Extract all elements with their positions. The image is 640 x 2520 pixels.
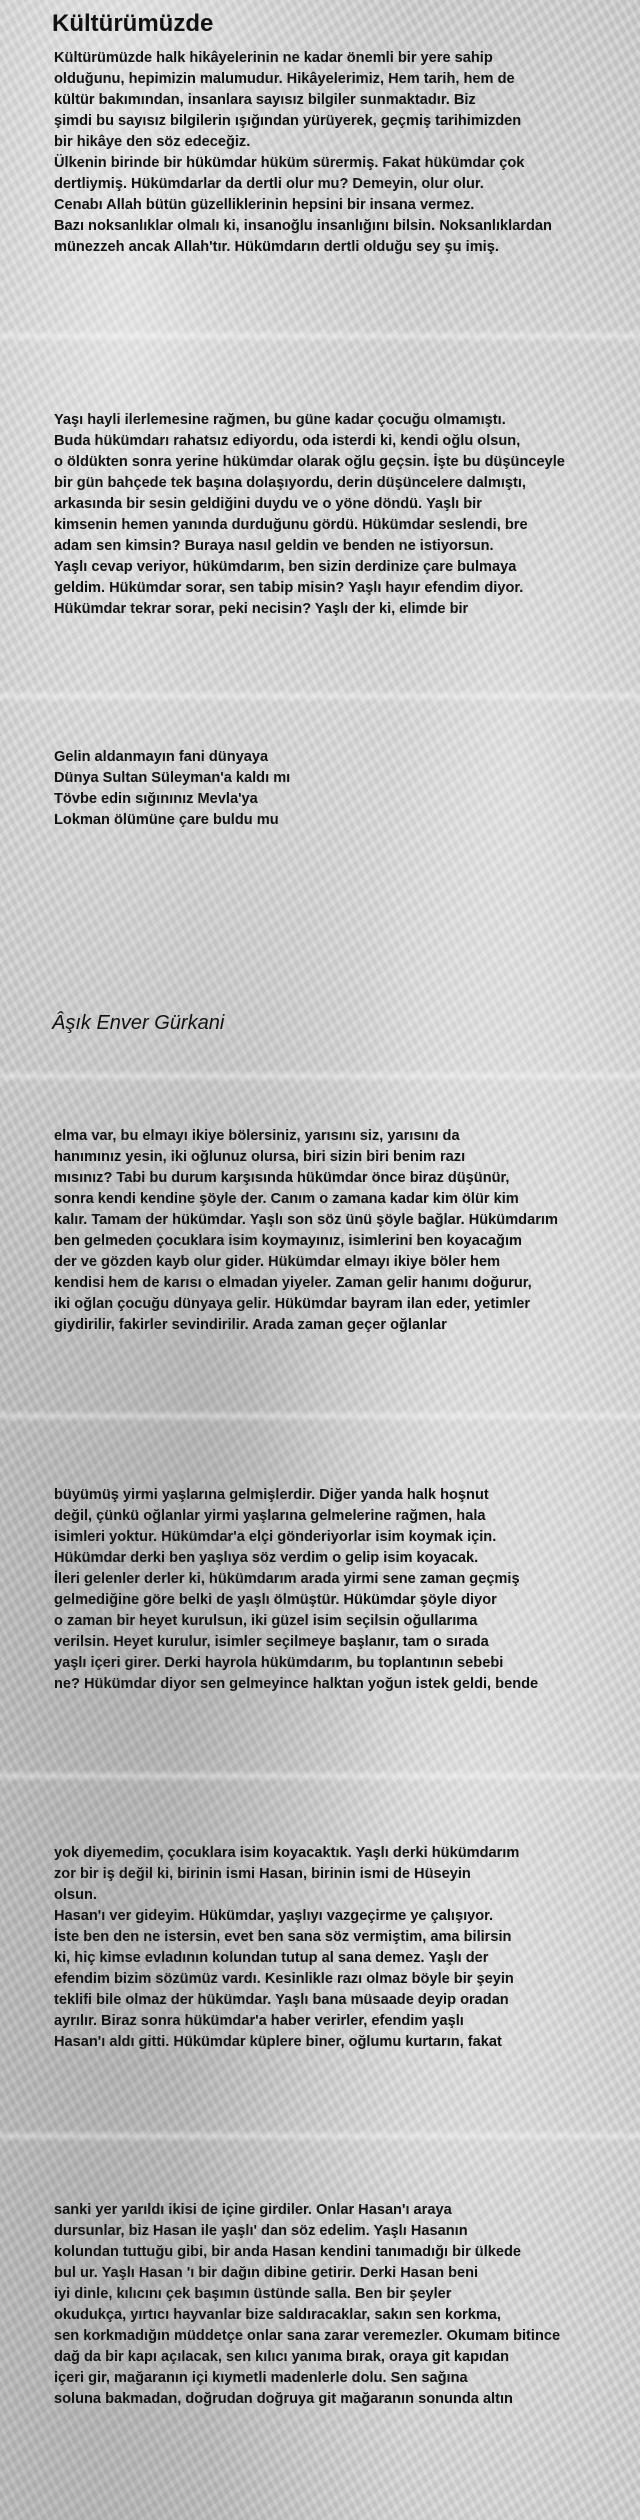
text-line: İste ben den ne istersin, evet ben sana söz vermiştim, ama bilirsin bbox=[54, 1929, 512, 1945]
text-line: bir gün bahçede tek başına dolaşıyordu, derin düşüncelere dalmıştı, bbox=[54, 475, 526, 491]
text-line: efendim bizim sözümüz vardı. Kesinlikle razı olmaz böyle bir şeyin bbox=[54, 1971, 514, 1987]
text-line: okudukça, yırtıcı hayvanlar bize saldıracaklar, sakın sen korkma, bbox=[54, 2307, 501, 2323]
text-line: ben gelmeden çocuklara isim koymayınız, isimlerini ben koyacağım bbox=[54, 1233, 522, 1249]
text-line: içeri gir, mağaranın içi kıymetli madenlerle dolu. Sen sağına bbox=[54, 2370, 468, 2386]
text-line: yok diyemedim, çocuklara isim koyacaktık. Yaşlı derki hükümdarım bbox=[54, 1845, 520, 1861]
text-line: münezzeh ancak Allah'tır. Hükümdarın dertli olduğu sey şu imiş. bbox=[54, 239, 499, 255]
section-divider bbox=[0, 1070, 640, 1082]
text-line: Ülkenin birinde bir hükümdar hüküm sürermiş. Fakat hükümdar çok bbox=[54, 155, 525, 171]
story-paragraph-3 bbox=[54, 1126, 634, 1336]
text-line: Lokman ölümüne çare buldu mu bbox=[54, 812, 279, 828]
story-paragraph-2 bbox=[54, 410, 634, 620]
text-line: isimleri yoktur. Hükümdar'a elçi gönderiyorlar isim koymak için. bbox=[54, 1529, 497, 1545]
text-line: o zaman bir heyet kurulsun, iki güzel isim seçilsin oğullarıma bbox=[54, 1613, 478, 1629]
text-line: dursunlar, biz Hasan ile yaşlı' dan söz edelim. Yaşlı Hasanın bbox=[54, 2223, 468, 2239]
text-line: sanki yer yarıldı ikisi de içine girdiler. Onlar Hasan'ı araya bbox=[54, 2202, 452, 2218]
story-paragraph-6 bbox=[54, 2200, 634, 2410]
story-paragraph-4 bbox=[54, 1485, 634, 1695]
poem-author: Âşık Enver Gürkani bbox=[52, 1012, 225, 1034]
text-line: Tövbe edin sığınınız Mevla'ya bbox=[54, 791, 258, 807]
text-line: ne? Hükümdar diyor sen gelmeyince halktan yoğun istek geldi, bende bbox=[54, 1676, 539, 1692]
text-line: bir hikâye den söz edeceğiz. bbox=[54, 134, 251, 150]
text-line: bul ur. Yaşlı Hasan 'ı bir dağın dibine getirir. Derki Hasan beni bbox=[54, 2265, 479, 2281]
text-line: Hasan'ı aldı gitti. Hükümdar küplere biner, oğlumu kurtarın, fakat bbox=[54, 2034, 502, 2050]
text-line: Gelin aldanmayın fani dünyaya bbox=[54, 749, 269, 765]
text-line: kolundan tuttuğu gibi, bir anda Hasan kendini tanımadığı bir ülkede bbox=[54, 2244, 522, 2260]
text-line: Kültürümüzde halk hikâyelerinin ne kadar önemli bir yere sahip bbox=[54, 50, 493, 66]
text-line: verilsin. Heyet kurulur, isimler seçilmeye başlanır, tam o sırada bbox=[54, 1634, 489, 1650]
text-line: teklifi bile olmaz der hükümdar. Yaşlı bana müsaade deyip oradan bbox=[54, 1992, 509, 2008]
story-paragraph-5 bbox=[54, 1843, 634, 2053]
intro-paragraph bbox=[54, 48, 634, 258]
text-line: iki oğlan çocuğu dünyaya gelir. Hükümdar bayram ilan eder, yetimler bbox=[54, 1296, 531, 1312]
text-line: yaşlı içeri girer. Derki hayrola hükümdarım, bu toplantının sebebi bbox=[54, 1655, 504, 1671]
text-line: sen korkmadığın müddetçe onlar sana zarar veremezler. Okumam bitince bbox=[54, 2328, 561, 2344]
section-divider bbox=[0, 690, 640, 702]
text-line: kendisi hem de karısı o elmadan yiyeler. Zaman gelir hanımı doğurur, bbox=[54, 1275, 532, 1291]
section-divider bbox=[0, 2130, 640, 2142]
text-line: olduğunu, hepimizin malumudur. Hikâyelerimiz, Hem tarih, hem de bbox=[54, 71, 515, 87]
section-divider bbox=[0, 1410, 640, 1422]
text-line: değil, çünkü oğlanlar yirmi yaşlarına gelmelerine rağmen, hala bbox=[54, 1508, 486, 1524]
text-line: sonra kendi kendine şöyle der. Canım o zamana kadar kim ölür kim bbox=[54, 1191, 519, 1207]
text-line: soluna bakmadan, doğrudan doğruya git mağaranın sonunda altın bbox=[54, 2391, 513, 2407]
text-line: Buda hükümdarı rahatsız ediyordu, oda isterdi ki, kendi oğlu olsun, bbox=[54, 433, 521, 449]
text-line: arkasında bir sesin geldiğini duydu ve o yöne döndü. Yaşlı bir bbox=[54, 496, 482, 512]
text-line: elma var, bu elmayı ikiye bölersiniz, yarısını siz, yarısını da bbox=[54, 1128, 460, 1144]
text-line: gelmediğine göre belki de yaşlı ölmüştür. Hükümdar şöyle diyor bbox=[54, 1592, 497, 1608]
text-line: Yaşlı cevap veriyor, hükümdarım, ben sizin derdinize çare bulmaya bbox=[54, 559, 517, 575]
text-line: adam sen kimsin? Buraya nasıl geldin ve benden ne istiyorsun. bbox=[54, 538, 494, 554]
text-line: iyi dinle, kılıcını çek başımın üstünde salla. Ben bir şeyler bbox=[54, 2286, 452, 2302]
text-line: Dünya Sultan Süleyman'a kaldı mı bbox=[54, 770, 291, 786]
section-divider bbox=[0, 330, 640, 342]
text-line: hanımınız yesin, iki oğlunuz olursa, biri sizin biri benim razı bbox=[54, 1149, 466, 1165]
text-line: İleri gelenler derler ki, hükümdarım arada yirmi sene zaman geçmiş bbox=[54, 1571, 520, 1587]
text-line: dertliymiş. Hükümdarlar da dertli olur mu? Demeyin, olur olur. bbox=[54, 176, 484, 192]
text-line: mısınız? Tabi bu durum karşısında hükümdar önce biraz düşünür, bbox=[54, 1170, 510, 1186]
text-line: kalır. Tamam der hükümdar. Yaşlı son söz ünü şöyle bağlar. Hükümdarım bbox=[54, 1212, 558, 1228]
text-line: giydirilir, fakirler sevindirilir. Arada zaman geçer oğlanlar bbox=[54, 1317, 447, 1333]
text-line: geldim. Hükümdar sorar, sen tabip misin? Yaşlı hayır efendim diyor. bbox=[54, 580, 524, 596]
text-line: Hükümdar tekrar sorar, peki necisin? Yaşlı der ki, elimde bir bbox=[54, 601, 469, 617]
text-line: olsun. bbox=[54, 1887, 97, 1903]
text-line: o öldükten sonra yerine hükümdar olarak oğlu geçsin. İşte bu düşünceyle bbox=[54, 454, 565, 470]
section-divider bbox=[0, 1770, 640, 1782]
text-line: Hasan'ı ver gideyim. Hükümdar, yaşlıyı vazgeçirme ye çalışıyor. bbox=[54, 1908, 494, 1924]
poem-verse bbox=[54, 747, 634, 831]
text-line: kimsenin hemen yanında durduğunu gördü. Hükümdar seslendi, bre bbox=[54, 517, 528, 533]
text-line: büyümüş yirmi yaşlarına gelmişlerdir. Diğer yanda halk hoşnut bbox=[54, 1487, 489, 1503]
text-line: zor bir iş değil ki, birinin ismi Hasan, birinin ismi de Hüseyin bbox=[54, 1866, 471, 1882]
page-title: Kültürümüzde bbox=[52, 10, 214, 37]
text-line: ayrılır. Biraz sonra hükümdar'a haber verirler, efendim yaşlı bbox=[54, 2013, 464, 2029]
text-line: ki, hiç kimse evladının kolundan tutup al sana demez. Yaşlı der bbox=[54, 1950, 489, 1966]
text-line: Hükümdar derki ben yaşlıya söz verdim o gelip isim koyacak. bbox=[54, 1550, 479, 1566]
text-line: der ve gözden kayb olur gider. Hükümdar elmayı ikiye böler hem bbox=[54, 1254, 501, 1270]
text-line: Bazı noksanlıklar olmalı ki, insanoğlu insanlığını bilsin. Noksanlıklardan bbox=[54, 218, 552, 234]
text-line: Cenabı Allah bütün güzelliklerinin hepsini bir insana vermez. bbox=[54, 197, 475, 213]
text-line: şimdi bu sayısız bilgilerin ışığından yürüyerek, geçmiş tarihimizden bbox=[54, 113, 522, 129]
text-line: Yaşı hayli ilerlemesine rağmen, bu güne kadar çocuğu olmamıştı. bbox=[54, 412, 506, 428]
text-line: dağ da bir kapı açılacak, sen kılıcı yanıma bırak, oraya git kapıdan bbox=[54, 2349, 510, 2365]
text-line: kültür bakımından, insanlara sayısız bilgiler sunmaktadır. Biz bbox=[54, 92, 476, 108]
